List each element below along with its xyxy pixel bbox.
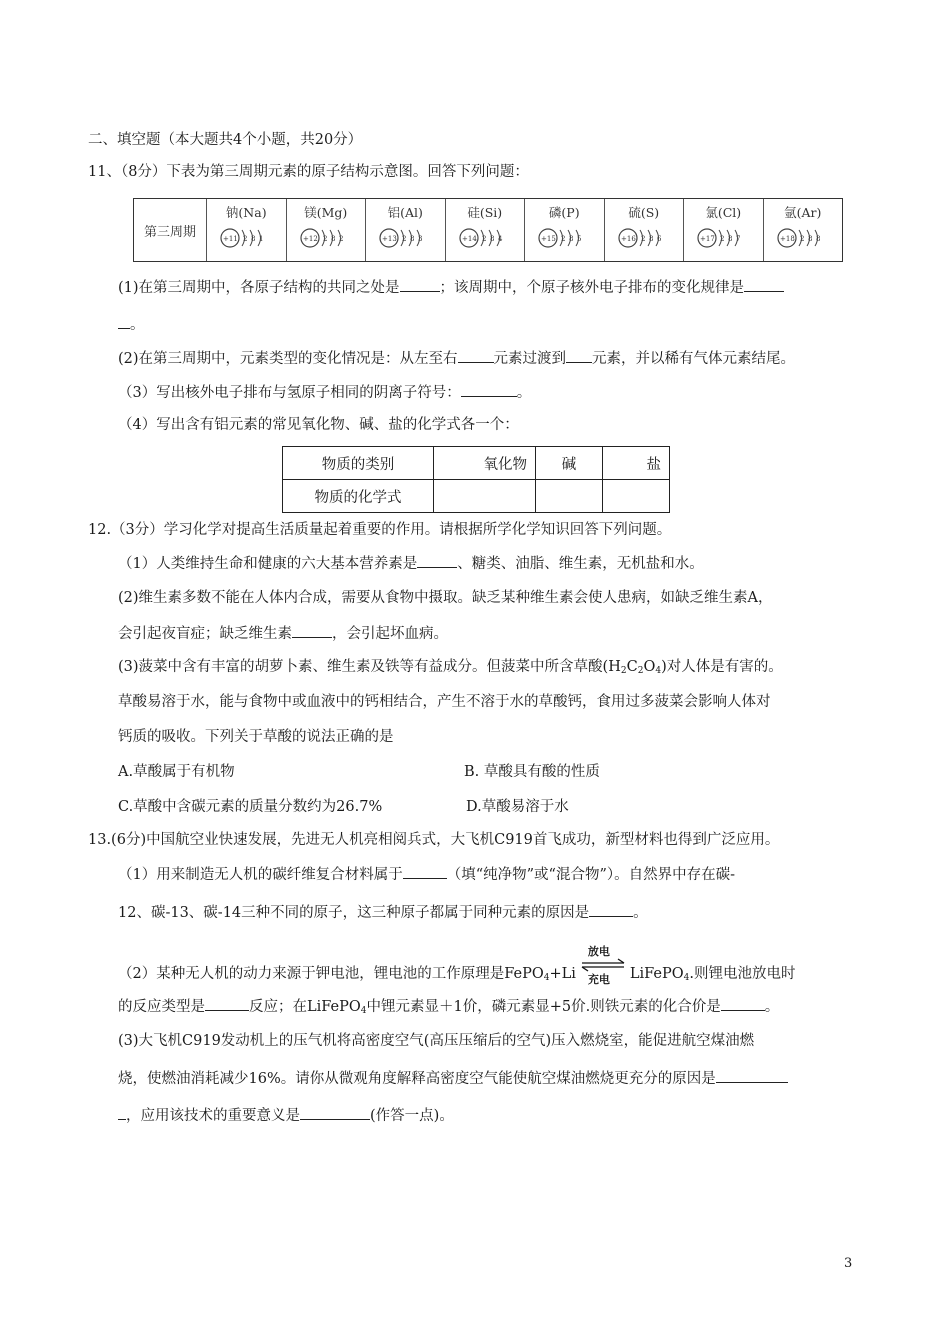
svg-text:8: 8 — [815, 235, 821, 243]
arrow-label-discharge: 放电 — [587, 945, 610, 958]
q13-part3-text-b: 烧，使燃油消耗减少16%。请你从微观角度解释高密度空气能使航空煤油燃烧更充分的原因是 — [118, 1071, 716, 1087]
option-b[interactable]: B. 草酸具有酸的性质 — [464, 764, 600, 780]
q13-part2-text-f: 反应；在LiFePO — [249, 999, 361, 1015]
svg-text:2: 2 — [481, 235, 487, 243]
q11-part2 — [118, 348, 795, 369]
q11-part3-text-a: （3）写出核外电子排布与氢原子相同的阴离子符号： — [118, 385, 461, 401]
atom-diagram-icon — [218, 226, 274, 250]
q13-part2-text-c: LiFePO — [629, 966, 684, 982]
answer-blank[interactable] — [292, 623, 332, 638]
svg-text:3: 3 — [418, 235, 423, 243]
q11-part3 — [118, 382, 531, 403]
answer-blank[interactable] — [300, 1105, 370, 1120]
svg-text:8: 8 — [489, 235, 495, 243]
q11-part2-text-b: 元素过渡到 — [493, 351, 567, 367]
q12-part1 — [118, 553, 704, 574]
svg-text:+11: +11 — [223, 235, 239, 243]
answer-cell-base[interactable] — [536, 480, 603, 513]
atom-diagram-icon — [616, 226, 672, 250]
element-cell — [525, 199, 605, 261]
subscript: 4 — [683, 973, 690, 983]
svg-text:+14: +14 — [461, 235, 477, 243]
table-header-category: 物质的类别 — [283, 447, 434, 480]
q12-part1-text-a: （1）人类维持生命和健康的六大基本营养素是 — [118, 556, 418, 572]
svg-text:2: 2 — [640, 235, 646, 243]
svg-text:5: 5 — [577, 235, 582, 243]
element-name: 硫(S) — [628, 205, 660, 220]
q13-part1-cont — [118, 902, 648, 923]
svg-text:2: 2 — [243, 235, 248, 243]
element-cell — [366, 199, 446, 261]
svg-text:8: 8 — [648, 235, 654, 243]
table-header-oxide: 氧化物 — [434, 447, 536, 480]
answer-cell-salt[interactable] — [603, 480, 670, 513]
q11-part1-cont — [118, 314, 145, 335]
q11-part1-text-c: 。 — [130, 317, 145, 333]
svg-text:+16: +16 — [620, 235, 636, 243]
q13-part1-text-c: 12、碳-13、碳-14三种不同的原子，这三种原子都属于同种元素的原因是 — [118, 905, 590, 921]
svg-text:7: 7 — [736, 235, 741, 243]
q12-part1-text-b: 、糖类、油脂、维生素，无机盐和水。 — [457, 556, 704, 572]
svg-text:6: 6 — [656, 235, 662, 243]
option-a[interactable]: A.草酸属于有机物 — [118, 764, 235, 780]
q13-part2-text-b: +Li — [549, 966, 576, 982]
svg-text:8: 8 — [410, 235, 415, 243]
q13-part3-text-c: ，应用该技术的重要意义是 — [126, 1108, 300, 1124]
answer-cell-oxide[interactable] — [434, 480, 536, 513]
subscript: 4 — [543, 973, 550, 983]
q12-part2: (2)维生素多数不能在人体内合成，需要从食物中摄取。缺乏某种维生素会使人患病，如缺乏维生素A， — [118, 590, 773, 606]
svg-text:2: 2 — [799, 235, 805, 243]
svg-text:+17: +17 — [700, 235, 716, 243]
element-name: 磷(P) — [548, 205, 580, 220]
atom-diagram-icon — [457, 226, 513, 250]
answer-blank[interactable] — [205, 996, 249, 1011]
atom-diagram-icon — [775, 226, 831, 250]
arrow-label-charge: 充电 — [587, 973, 610, 986]
element-name: 铝(Al) — [387, 205, 423, 220]
page-number: 3 — [844, 1256, 853, 1271]
answer-blank[interactable] — [589, 902, 633, 917]
q12-part2-cont — [118, 623, 448, 644]
svg-text:2: 2 — [561, 235, 566, 243]
q12-part2-text-c: ，会引起坏血病。 — [332, 626, 448, 642]
element-name: 钠(Na) — [225, 205, 267, 220]
svg-text:1: 1 — [259, 235, 264, 243]
q13-part1-text-b: （填“纯净物”或“混合物”）。自然界中存在碳- — [446, 867, 736, 883]
q13-part2-text-a: （2）某种无人机的动力来源于钾电池，锂电池的工作原理是FePO — [118, 966, 544, 982]
q13-part3: (3)大飞机C919发动机上的压气机将高密度空气(高压压缩后的空气)压入燃烧室，能促进航空煤油燃 — [118, 1033, 755, 1049]
svg-text:+13: +13 — [382, 235, 398, 243]
answer-blank[interactable] — [118, 1105, 126, 1120]
q13-part3-text-d: (作答一点)。 — [370, 1108, 454, 1124]
section-title: 二、填空题（本大题共4个小题，共20分） — [88, 132, 363, 148]
q12-part3-line3: 钙质的吸收。下列关于草酸的说法正确的是 — [118, 729, 394, 745]
answer-blank[interactable] — [744, 277, 784, 292]
q12-part3-text-a: (3)菠菜中含有丰富的胡萝卜素、维生素及铁等有益成分。但菠菜中所含草酸( — [118, 659, 609, 675]
svg-text:+15: +15 — [541, 235, 557, 243]
svg-text:2: 2 — [322, 235, 328, 243]
q13-part1-text-d: 。 — [633, 905, 648, 921]
subscript: 4 — [360, 1006, 367, 1016]
period-table-head: 第三周期 — [134, 199, 207, 261]
q12-part3 — [118, 657, 783, 681]
q11-part4: （4）写出含有铝元素的常见氧化物、碱、盐的化学式各一个： — [118, 417, 519, 433]
element-name: 硅(Si) — [467, 205, 503, 220]
answer-blank[interactable] — [118, 314, 130, 329]
chemical-formula-table — [282, 446, 670, 513]
q13-part1 — [118, 864, 735, 885]
element-cell — [605, 199, 685, 261]
q11-part1-text-b: ；该周期中，个原子核外电子排布的变化规律是 — [439, 280, 745, 296]
answer-blank[interactable] — [458, 348, 494, 363]
q13-stem: 13.(6分)中国航空业快速发展，先进无人机亮相阅兵式，大飞机C919首飞成功，新型材料也得到广泛应用。 — [88, 832, 780, 848]
q11-part1-text-a: (1)在第三周期中，各原子结构的共同之处是 — [118, 280, 400, 296]
q11-part1 — [118, 277, 784, 298]
q12-part3-text-b: )对人体是有害的。 — [661, 659, 783, 675]
q11-stem: 11、（8分）下表为第三周期元素的原子结构示意图。回答下列问题： — [88, 164, 529, 180]
svg-text:+12: +12 — [302, 235, 318, 243]
table-header-base: 碱 — [536, 447, 603, 480]
table-row-label: 物质的化学式 — [283, 480, 434, 513]
option-c[interactable]: C.草酸中含碳元素的质量分数约为26.7% — [118, 799, 383, 815]
table-header-salt: 盐 — [603, 447, 670, 480]
atom-diagram-icon — [377, 226, 433, 250]
oxalic-acid-formula: $H_2C_2O_4$ — [608, 659, 662, 676]
element-name: 镁(Mg) — [304, 205, 348, 220]
answer-blank[interactable] — [417, 553, 457, 568]
svg-text:2: 2 — [338, 235, 344, 243]
q13-part3-line2 — [118, 1068, 788, 1089]
atom-diagram-icon — [536, 226, 592, 250]
option-d[interactable]: D.草酸易溶于水 — [466, 799, 569, 815]
answer-blank[interactable] — [566, 348, 592, 363]
answer-blank[interactable] — [721, 996, 765, 1011]
period-table — [133, 198, 843, 262]
q12-part3-line2: 草酸易溶于水，能与食物中或血液中的钙相结合，产生不溶于水的草酸钙，食用过多菠菜会影响人体对 — [118, 694, 771, 710]
element-cell — [764, 199, 843, 261]
q13-part2-text-d: .则锂电池放电时 — [689, 966, 796, 982]
element-cell — [446, 199, 526, 261]
svg-text:8: 8 — [569, 235, 574, 243]
svg-text:+18: +18 — [779, 235, 795, 243]
atom-diagram-icon — [298, 226, 354, 250]
svg-text:8: 8 — [728, 235, 733, 243]
answer-blank[interactable] — [400, 277, 440, 292]
q13-part3-line3 — [118, 1105, 454, 1126]
answer-blank[interactable] — [716, 1068, 788, 1083]
element-name: 氯(Cl) — [705, 205, 742, 220]
q12-stem: 12.（3分）学习化学对提高生活质量起着重要的作用。请根据所学化学知识回答下列问题。 — [88, 522, 672, 538]
svg-text:4: 4 — [497, 235, 503, 243]
element-cell — [684, 199, 764, 261]
svg-text:8: 8 — [251, 235, 256, 243]
q11-part2-text-c: 元素，并以稀有气体元素结尾。 — [592, 351, 796, 367]
atom-diagram-icon — [695, 226, 751, 250]
answer-blank[interactable] — [403, 864, 447, 879]
q13-part2 — [118, 945, 796, 988]
element-name: 氩(Ar) — [784, 205, 822, 220]
q13-part2-text-e: 的反应类型是 — [118, 999, 205, 1015]
q12-part2-text-b: 会引起夜盲症；缺乏维生素 — [118, 626, 292, 642]
svg-text:8: 8 — [807, 235, 813, 243]
answer-blank[interactable] — [461, 382, 517, 397]
q11-part2-text-a: (2)在第三周期中，元素类型的变化情况是：从左至右 — [118, 351, 458, 367]
svg-text:2: 2 — [720, 235, 725, 243]
q13-part2-cont — [118, 996, 779, 1021]
reversible-arrow — [580, 945, 626, 988]
svg-text:2: 2 — [402, 235, 407, 243]
q13-part2-text-g: 中锂元素显＋1价，磷元素显+5价.则铁元素的化合价是 — [366, 999, 721, 1015]
element-cell — [207, 199, 287, 261]
q13-part2-text-h: 。 — [764, 999, 780, 1015]
element-cell — [287, 199, 367, 261]
q13-part1-text-a: （1）用来制造无人机的碳纤维复合材料属于 — [118, 867, 403, 883]
q11-part3-text-b: 。 — [516, 385, 532, 401]
svg-text:8: 8 — [330, 235, 336, 243]
